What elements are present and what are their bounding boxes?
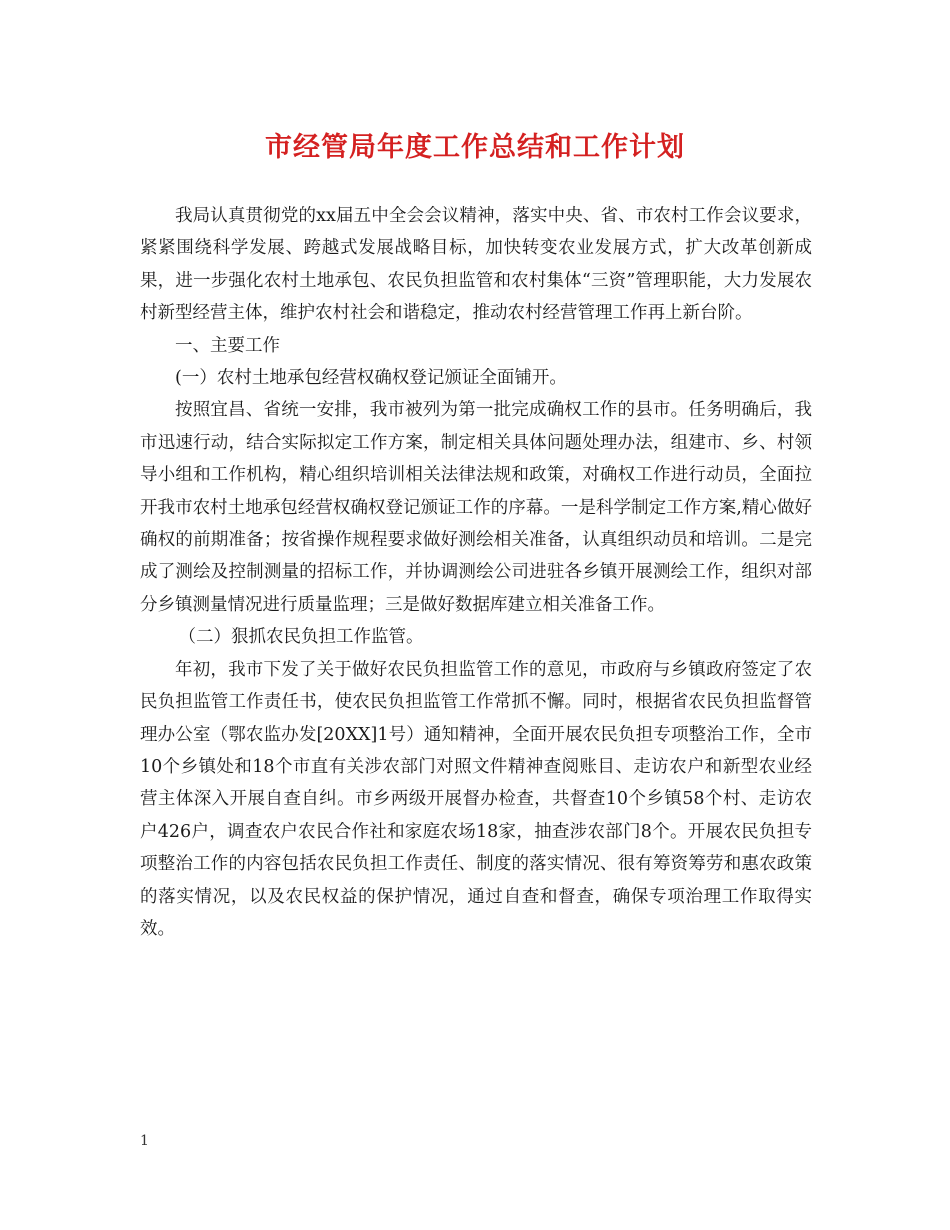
page-number: 1 xyxy=(140,1133,149,1149)
paragraph-land-contract: 按照宜昌、省统一安排，我市被列为第一批完成确权工作的县市。任务明确后，我市迅速行动，结合实际拟定工作方案，制定相关具体问题处理办法，组建市、乡、村领导小组和工作机构，精心组织培训相关法律法规和政策，对确权工作进行动员，全面拉开我市农村土地承包经营权确权登记颁证工作的序幕。一是科学制定工作方案,精心做好确权的前期准备；按省操作规程要求做好测绘相关准备，认真组织动员和培训。二是完成了测绘及控制测量的招标工作，并协调测绘公司进驻各乡镇开展测绘工作，组织对部分乡镇测量情况进行质量监理；三是做好数据库建立相关准备工作。 xyxy=(140,400,812,615)
section-heading-main-work: 一、主要工作 xyxy=(175,335,280,356)
paragraph-intro: 我局认真贯彻党的xx届五中全会会议精神，落实中央、省、市农村工作会议要求，紧紧围绕科学发展、跨越式发展战略目标，加快转变农业发展方式，扩大改革创新成果，进一步强化农村土地承包、农民负担监管和农村集体“三资”管理职能，大力发展农村新型经营主体，维护农村社会和谐稳定，推动农村经营管理工作再上新台阶。 xyxy=(140,206,812,324)
document-title: 市经管局年度工作总结和工作计划 xyxy=(265,132,685,163)
paragraph-farmer-burden: 年初，我市下发了关于做好农民负担监管工作的意见，市政府与乡镇政府签定了农民负担监管工作责任书，使农民负担监管工作常抓不懈。同时，根据省农民负担监督管理办公室（鄂农监办发[20XX]1号）通知精神，全面开展农民负担专项整治工作，全市10个乡镇处和18个市直有关涉农部门对照文件精神查阅账目、走访农户和新型农业经营主体深入开展自查自纠。市乡两级开展督办检查，共督查10个乡镇58个村、走访农户426户，调查农户农民合作社和家庭农场18家，抽查涉农部门8个。开展农民负担专项整治工作的内容包括农民负担工作责任、制度的落实情况、很有筹资筹劳和惠农政策的落实情况，以及农民权益的保护情况，通过自查和督查，确保专项治理工作取得实效。 xyxy=(140,659,812,939)
subheading-farmer-burden: （二）狠抓农民负担工作监管。 xyxy=(178,627,424,648)
document-body xyxy=(140,200,812,945)
subheading-land-contract: (一）农村土地承包经营权确权登记颁证全面铺开。 xyxy=(175,368,567,389)
